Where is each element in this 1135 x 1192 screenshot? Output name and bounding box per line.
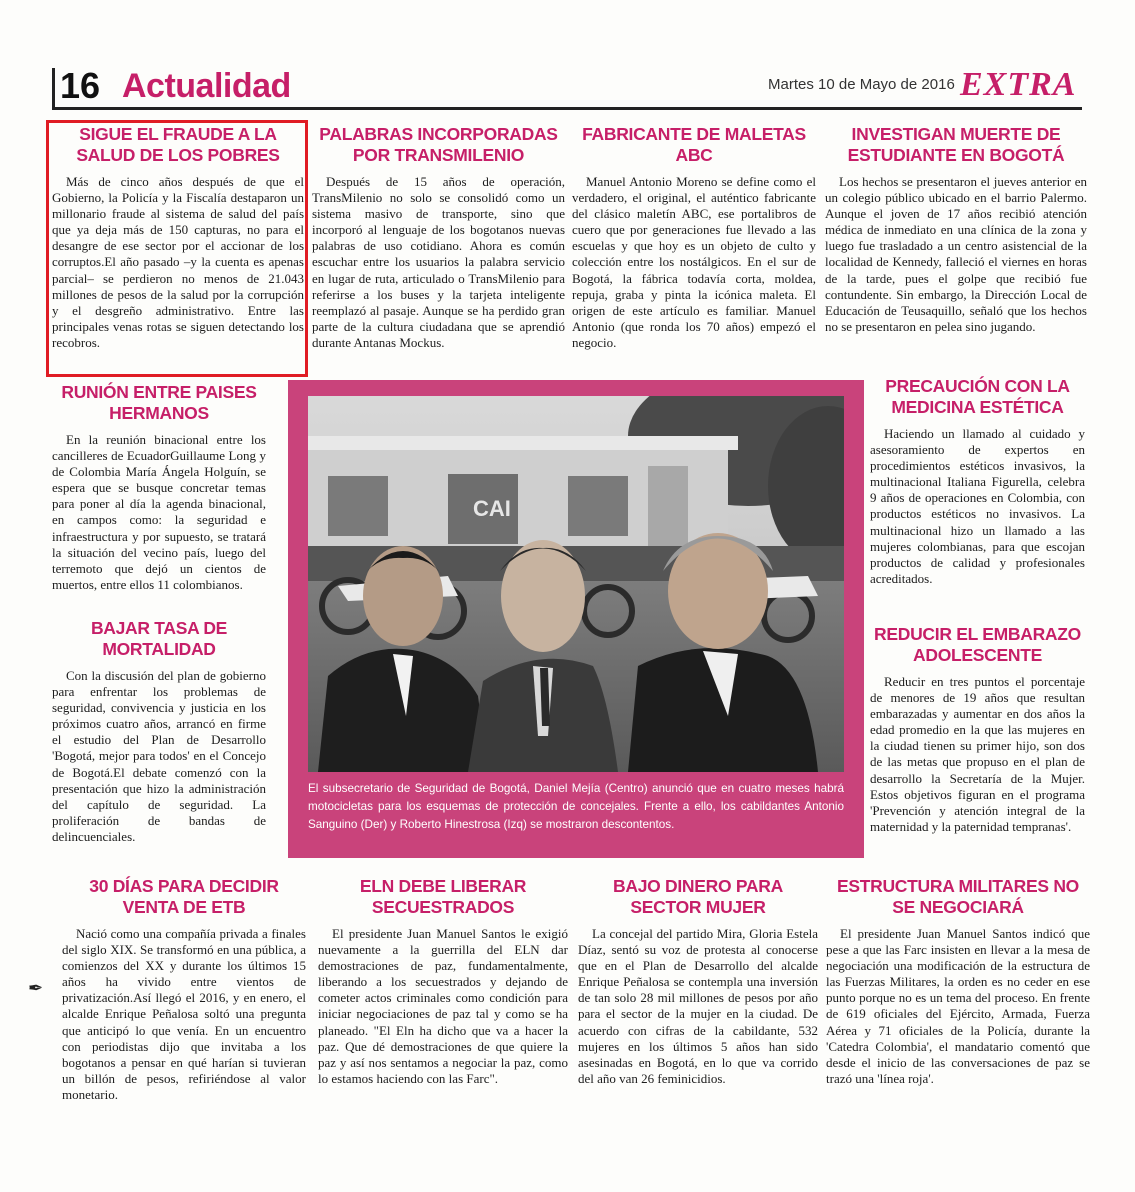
article-medicina-estetica bbox=[870, 376, 1085, 587]
article-title: PALABRAS INCORPORADAS POR TRANSMILENIO bbox=[319, 124, 558, 165]
article-body: El presidente Juan Manuel Santos indicó que pese a que las Farc insisten en llevar a la mesa de negociación una modificación de la estructura de las Fuerzas Militares, la orden es no ceder en ese punto porque no es un tema del proceso. En frente de 619 oficiales del Ejército, Armada, Fuerza Aérea y 71 oficiales de la Policía, durante la 'Catedra Colombia', el mandatario comentó que desde el inicio de las conversaciones de paz se trazó una 'línea roja'. bbox=[826, 926, 1090, 1086]
issue-date: Martes 10 de Mayo de 2016 bbox=[768, 76, 955, 93]
article-body: Después de 15 años de operación, TransMilenio no solo se consolidó como un sistema masivo de transporte, sino que incorporó al lenguaje de los bogotanos nuevas palabras de uso cotidiano. Ahora es común escuchar entre los usuarios la palabra servicio en lugar de ruta, articulado o TransMilenio para referirse a los buses y la tarjeta inteligente reemplazó al pasaje. Aunque se ha perdido gran parte de la cultura ciudadana que se aprendió durante Antanas Mockus. bbox=[312, 174, 565, 350]
article-title: INVESTIGAN MUERTE DE ESTUDIANTE EN BOGOTÁ bbox=[847, 124, 1065, 165]
article-sector-mujer bbox=[578, 876, 818, 1087]
article-body: En la reunión binacional entre los cancilleres de EcuadorGuillaume Long y de Colombia María Ángela Holguín, se espera que se busque concretar temas para poner al día la agenda binacional, en campos como: la seguridad e infraestructura y por supuesto, se tratará la situación del vecino país, luego del terremoto que dejó un cientos de muertos, entre ellos 11 colombianos. bbox=[52, 432, 266, 592]
article-body: Nació como una compañía privada a finales del siglo XIX. Se transformó en una pública, a comienzos del XX y durante los últimos 15 años ha vivido entre vientos de privatización.Así llegó el 2016, y en enero, el alcalde Enrique Peñalosa soltó una pregunta que anticipó lo que venía. En un encuentro con periodistas dijo que invitaba a los bogotanos a pensar en qué harían si tuvieran un billón de pesos, refiriéndose al valor monetario. bbox=[62, 926, 306, 1102]
photo-caption: El subsecretario de Seguridad de Bogotá, Daniel Mejía (Centro) anunció que en cuatro meses habrá motocicletas para los esquemas de protección de concejales. Frente a ello, los cabildantes Antonio Sanguino (Der) y Roberto Hinestrosa (Izq) se mostraron descontentos. bbox=[308, 782, 844, 831]
scan-mark: ✒ bbox=[28, 978, 44, 998]
article-title: BAJAR TASA DE MORTALIDAD bbox=[90, 618, 228, 659]
cai-sign: CAI bbox=[473, 496, 511, 521]
article-title: RUNIÓN ENTRE PAISES HERMANOS bbox=[61, 382, 257, 423]
article-body: Con la discusión del plan de gobierno para enfrentar los problemas de seguridad, convivencia y justicia en los próximos cuatro años, arrancó en firme el estudio del Plan de Desarrollo 'Bogotá, mejor para todos' en el Concejo de Bogotá.El debate comenzó con la presentación que hizo la administración del capítulo de seguridad. La proliferación de bandas de delincuenciales. bbox=[52, 668, 266, 844]
masthead-rule bbox=[52, 107, 1082, 110]
photo-illustration bbox=[308, 396, 844, 772]
newspaper-logo: EXTRA bbox=[960, 66, 1077, 103]
article-title: ESTRUCTURA MILITARES NO SE NEGOCIARÁ bbox=[837, 876, 1079, 917]
article-embarazo-adolescente bbox=[870, 624, 1085, 835]
article-body: El presidente Juan Manuel Santos le exigió nuevamente a la guerrilla del ELN dar demostraciones de paz, fundamentalmente, liberando a los secuestrados y dejando de cometer actos criminales como condición para iniciar negociaciones de paz tal y como se ha planeado. "El Eln ha dicho que va a hacer la paz. Que dé demostraciones de que quiere la paz y así nos sentamos a negociar la paz, como lo estamos haciendo con las Farc". bbox=[318, 926, 568, 1086]
article-tasa-mortalidad bbox=[52, 618, 266, 845]
article-title: 30 DÍAS PARA DECIDIR VENTA DE ETB bbox=[89, 876, 279, 917]
section-title: Actualidad bbox=[122, 67, 291, 105]
article-title: BAJO DINERO PARA SECTOR MUJER bbox=[613, 876, 783, 917]
page-number: 16 bbox=[60, 65, 101, 106]
article-body: Reducir en tres puntos el porcentaje de menores de 19 años que resultan embarazadas y aumentar en dos años la edad promedio en la que las mujeres en la ciudad tienen su primer hijo, son dos de las metas que propuso en el plan de desarrollo la Secretaría de la Mujer. Estos objetivos figuran en el programa 'Prevención y atención integral de la maternidad y la paternidad tempranas'. bbox=[870, 674, 1085, 834]
article-title: SIGUE EL FRAUDE A LA SALUD DE LOS POBRES bbox=[76, 124, 280, 165]
article-transmilenio bbox=[312, 124, 565, 351]
article-body: Los hechos se presentaron el jueves anterior en un colegio público ubicado en el barrio Palermo. Aunque el joven de 17 años recibió atención médica de inmediato en una clínica de la zona y luego fue trasladado a un centro asistencial de la localidad de Kennedy, falleció el viernes en horas de la tarde, pues el golpe que recibió fue contundente. Sin embargo, la Dirección Local de Educación de Teusaquillo, señaló que los hechos no se presentaron en pelea sino jugando. bbox=[825, 174, 1087, 334]
article-maletas-abc bbox=[572, 124, 816, 351]
article-title: FABRICANTE DE MALETAS ABC bbox=[582, 124, 806, 165]
article-body: La concejal del partido Mira, Gloria Estela Díaz, sentó su voz de protesta al conocerse que en el Plan de Desarrollo del alcalde Enrique Peñalosa se contempla una inversión de tan solo 28 mil millones de pesos por año para el sector de la mujer en la ciudad. De acuerdo con cifras de la cabildante, 532 mujeres en los últimos 5 años han sido asesinadas en Bogotá, en lo que va corrido del año van 26 feminicidios. bbox=[578, 926, 818, 1086]
article-title: PRECAUCIÓN CON LA MEDICINA ESTÉTICA bbox=[885, 376, 1070, 417]
news-photo bbox=[308, 396, 844, 772]
highlight-box bbox=[46, 120, 308, 377]
masthead-tick bbox=[52, 68, 55, 110]
article-venta-etb bbox=[62, 876, 306, 1103]
article-body: Manuel Antonio Moreno se define como el verdadero, el original, el auténtico fabricante del clásico maletín ABC, ese portalibros de cuero que por generaciones fue llevado a las escuelas y que hoy es un objeto de culto y colección entre los nostálgicos. En el sur de Bogotá, la fábrica todavía corta, moldea, repuja, graba y pinta la icónica maleta. El origen de este artículo es familiar. Manuel Antonio (que ronda los 70 años) empezó el negocio. bbox=[572, 174, 816, 350]
article-muerte-estudiante bbox=[825, 124, 1087, 335]
article-body: Haciendo un llamado al cuidado y asesoramiento de expertos en procedimientos estéticos invasivos, la multinacional Italiana Figurella, celebra 9 años de operaciones en Colombia, con productos estéticos no invasivos. La multinacional hizo un llamado a las mujeres colombianas, para que escojan productos de calidad y profesionales acreditados. bbox=[870, 426, 1085, 586]
article-body: Más de cinco años después de que el Gobierno, la Policía y la Fiscalía destaparon un millonario fraude al sistema de salud del país que ya deja más de 150 capturas, no para el desangre de ese sector por el accionar de los corruptos.El año pasado –y la cuenta es apenas parcial– se perdieron no menos de 21.043 millones de pesos de la salud por la corrupción y el desgreño administrativo. Entre las principales venas rotas se siguen detectando los recobros. bbox=[52, 174, 304, 350]
article-paises-hermanos bbox=[52, 382, 266, 593]
article-eln bbox=[318, 876, 568, 1087]
article-title: ELN DEBE LIBERAR SECUESTRADOS bbox=[359, 876, 527, 917]
article-estructura-militares bbox=[826, 876, 1090, 1087]
article-title: REDUCIR EL EMBARAZO ADOLESCENTE bbox=[874, 624, 1081, 665]
